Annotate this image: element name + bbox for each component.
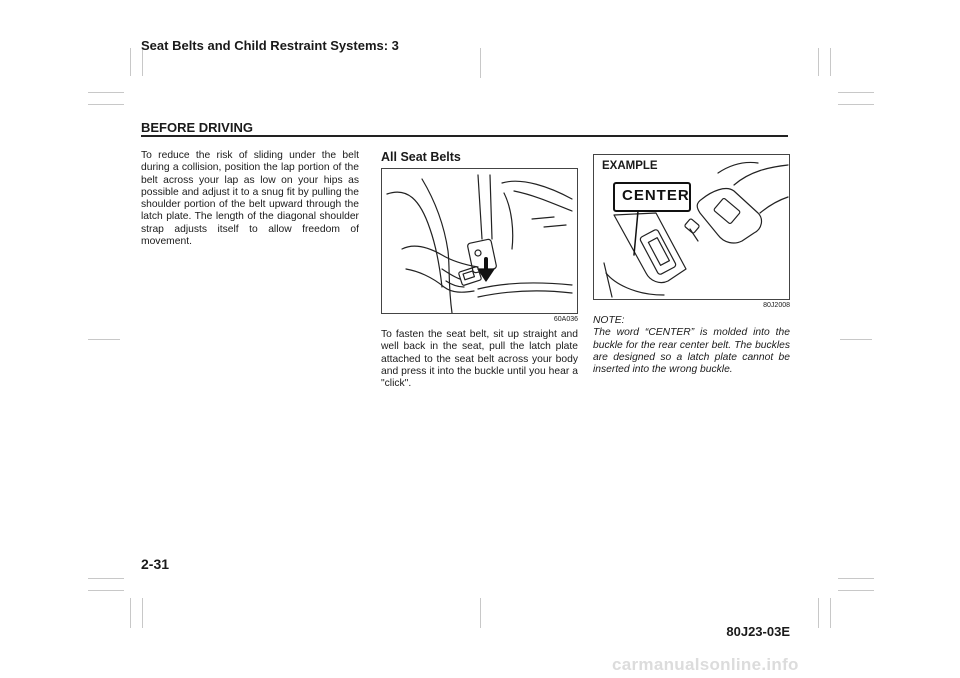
- figure-caption: 60A036: [553, 316, 578, 323]
- crop-mark: [480, 598, 481, 628]
- crop-mark: [142, 598, 143, 628]
- watermark: carmanualsonline.info: [612, 655, 799, 674]
- crop-mark: [88, 590, 124, 591]
- crop-mark: [838, 578, 874, 579]
- crop-mark: [830, 48, 831, 76]
- crop-mark: [838, 92, 874, 93]
- crop-mark: [838, 104, 874, 105]
- chapter-title: Seat Belts and Child Restraint Systems: 3: [141, 38, 399, 53]
- all-seat-belts-heading: All Seat Belts: [381, 150, 461, 164]
- example-label: EXAMPLE: [602, 160, 658, 172]
- crop-mark: [130, 598, 131, 628]
- section-title: BEFORE DRIVING: [141, 120, 253, 135]
- fasten-instructions-paragraph: To fasten the seat belt, sit up straight and well back in the seat, pull the latch plate attached to the seat belt across your body and press it into the buckle until you hear a "click".: [381, 329, 578, 390]
- fasten-belt-drawing: [382, 169, 577, 313]
- center-buckle-illustration: [593, 154, 790, 300]
- crop-mark: [818, 48, 819, 76]
- crop-mark: [88, 92, 124, 93]
- note-text: The word “CENTER” is molded into the buckle for the rear center belt. The buckles are designed so a latch plate cannot be inserted into the wrong buckle.: [593, 327, 790, 376]
- crop-mark: [818, 598, 819, 628]
- crop-mark: [830, 598, 831, 628]
- note-block: [593, 315, 790, 376]
- center-buckle-text: CENTER: [622, 187, 690, 204]
- crop-mark: [840, 339, 872, 340]
- crop-mark: [88, 578, 124, 579]
- crop-mark: [480, 48, 481, 78]
- crop-mark: [130, 48, 131, 76]
- crop-mark: [88, 104, 124, 105]
- page-number: 2-31: [141, 556, 170, 572]
- header-rule: [141, 135, 788, 137]
- lap-belt-paragraph: To reduce the risk of sliding under the belt during a collision, position the lap portion of the belt across your lap as low on your hips as possible and adjust it to a snug fit by pulling the shoulder portion of the belt upward through the latch plate. The length of the diagonal shoulder strap adjusts itself to allow freedom of movement.: [141, 150, 359, 248]
- note-label: NOTE:: [593, 315, 625, 326]
- manual-code: 80J23-03E: [726, 624, 790, 639]
- center-buckle-drawing: [594, 155, 789, 299]
- fasten-belt-illustration: [381, 168, 578, 314]
- figure-caption: 80J2008: [763, 302, 790, 309]
- crop-mark: [88, 339, 120, 340]
- crop-mark: [838, 590, 874, 591]
